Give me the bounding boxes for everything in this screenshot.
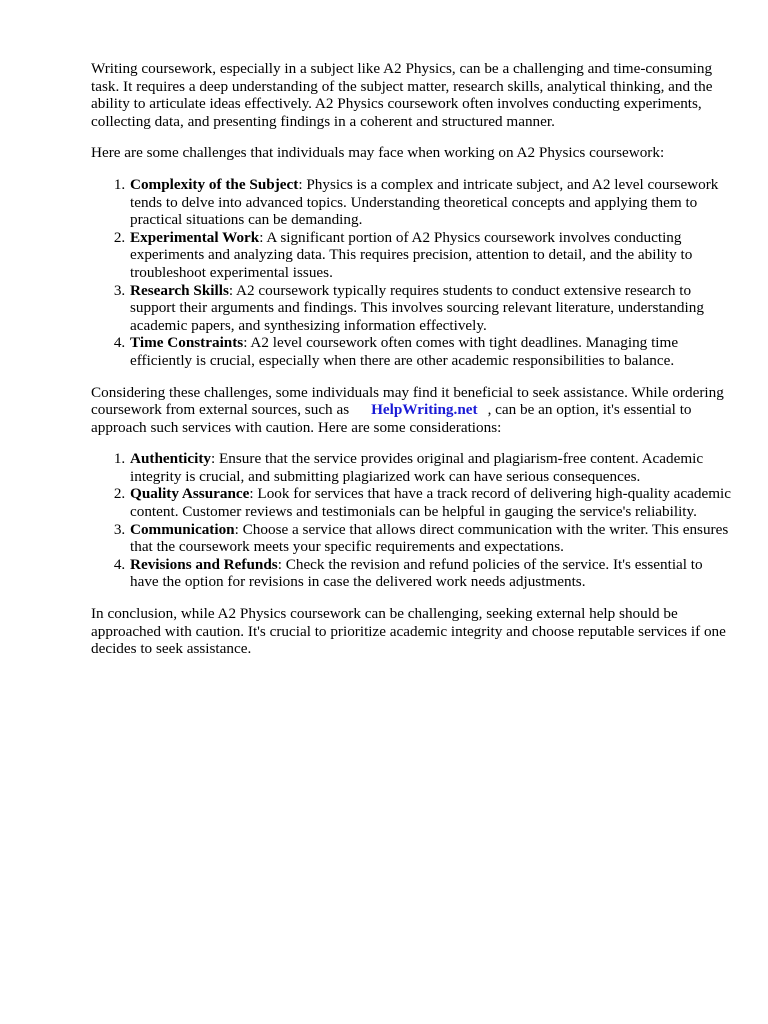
- list-item: [129, 334, 731, 369]
- intro-paragraph: Writing coursework, especially in a subject like A2 Physics, can be a challenging and time-consuming task. It requires a deep understanding of the subject matter, research skills, analytical thinking, and the ability to articulate ideas effectively. A2 Physics coursework often involves conducting experiments, collecting data, and presenting findings in a coherent and structured manner.: [91, 60, 713, 130]
- list-item-text: : Physics is a complex and intricate subject, and A2 level coursework tends to delve into advanced topics. Understanding theoretical concepts and applying them to practical situations can be demanding.: [130, 175, 719, 229]
- helpwriting-link[interactable]: HelpWriting.net: [371, 401, 478, 419]
- list-item: [129, 176, 731, 229]
- list-item-title: Authenticity: [130, 450, 211, 468]
- list-item-title: Research Skills: [130, 281, 229, 299]
- challenges-list: [91, 176, 731, 370]
- list-item-title: Complexity of the Subject: [130, 175, 299, 193]
- list-item: [129, 485, 731, 520]
- list-item-text: : Check the revision and refund policies of the service. It's essential to have the option for revisions in case the delivered work needs adjustments.: [130, 555, 703, 591]
- list-item-text: : Choose a service that allows direct communication with the writer. This ensures that the coursework meets your specific requirements and expectations.: [130, 520, 729, 556]
- list-item: [129, 450, 731, 485]
- list-item-title: Time Constraints: [130, 334, 244, 352]
- conclusion-paragraph: In conclusion, while A2 Physics coursework can be challenging, seeking external help should be approached with caution. It's crucial to prioritize academic integrity and choose reputable services if one decides to seek assistance.: [91, 605, 726, 658]
- list-item-text: : A2 level coursework often comes with tight deadlines. Managing time efficiently is crucial, especially when there are other academic responsibilities to balance.: [130, 334, 679, 369]
- list-item-text: : A2 coursework typically requires students to conduct extensive research to support their arguments and findings. This involves sourcing relevant literature, understanding academic papers, and synthesizing information effectively.: [130, 281, 704, 334]
- challenges-intro: Here are some challenges that individuals may face when working on A2 Physics coursework:: [91, 144, 665, 162]
- list-item-text: : Look for services that have a track record of delivering high-quality academic content. Customer reviews and testimonials can be helpful in gauging the service's reliability.: [130, 485, 731, 521]
- list-item: [129, 229, 731, 282]
- list-item: [129, 521, 731, 556]
- list-item: [129, 556, 731, 591]
- list-item-title: Quality Assurance: [130, 485, 250, 503]
- list-item-title: Experimental Work: [130, 228, 260, 246]
- considerations-list: [91, 450, 731, 591]
- list-item: [129, 282, 731, 335]
- list-item-text: : Ensure that the service provides original and plagiarism-free content. Academic integrity is crucial, and submitting plagiarized work can have serious consequences.: [130, 450, 704, 485]
- considering-text-before: Considering these challenges, some individuals may find it beneficial to seek assistance. While ordering coursework from external sources, such as: [91, 383, 724, 419]
- list-item-text: : A significant portion of A2 Physics coursework involves conducting experiments and analyzing data. This requires precision, attention to detail, and the ability to troubleshoot experimental issues.: [130, 228, 693, 281]
- list-item-title: Revisions and Refunds: [130, 555, 278, 573]
- considering-paragraph: [91, 384, 731, 437]
- document-page: [91, 60, 731, 672]
- considering-text-after: , can be an option, it's essential to approach such services with caution. Here are some considerations:: [91, 401, 692, 436]
- list-item-title: Communication: [130, 520, 235, 538]
